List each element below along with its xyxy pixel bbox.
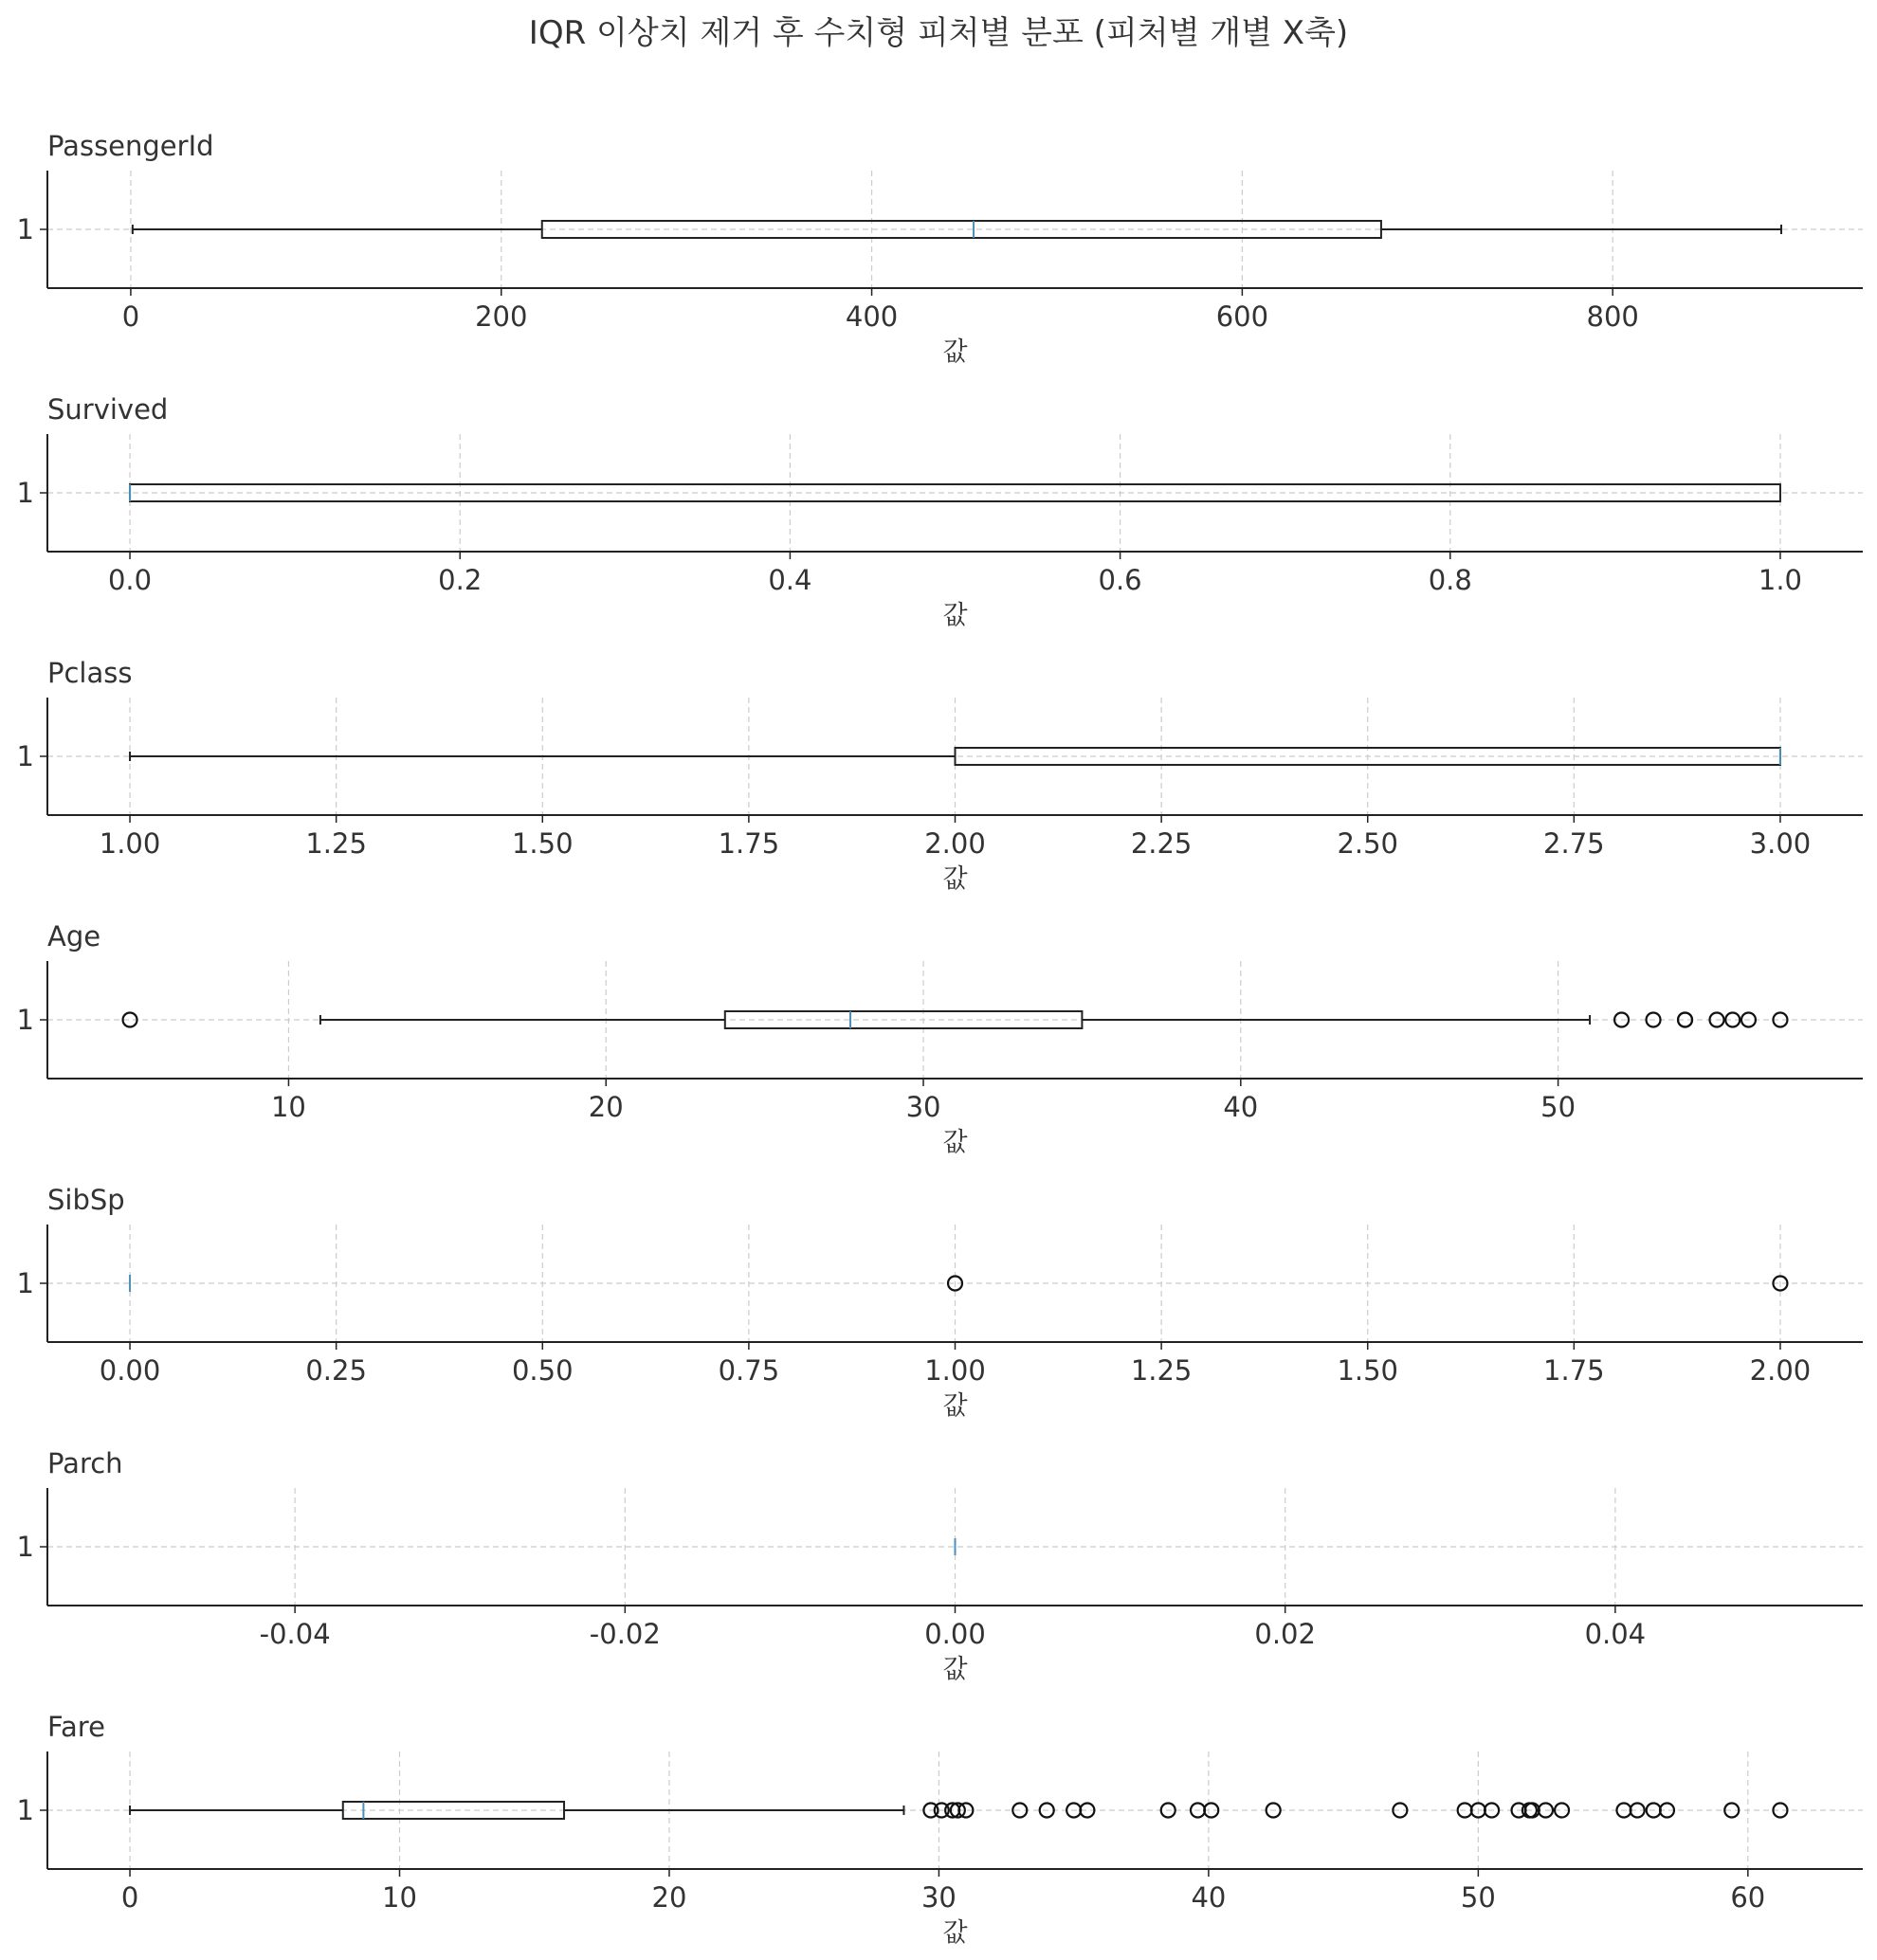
x-tick-label: 3.00 — [1749, 827, 1812, 860]
panel-age — [17, 920, 1863, 1157]
panel-survived — [17, 393, 1863, 630]
x-axis-label: 값 — [942, 601, 968, 630]
y-tick-label: 1 — [16, 213, 34, 245]
panel-pclass — [17, 657, 1863, 894]
y-tick-label: 1 — [16, 1267, 34, 1299]
x-tick-label: 60 — [1730, 1881, 1766, 1914]
panel-title: Pclass — [47, 657, 133, 689]
x-tick-label: 0.0 — [107, 564, 153, 596]
x-axis-label: 값 — [942, 1655, 968, 1684]
panel-title: Fare — [47, 1711, 105, 1743]
x-tick-label: 0.04 — [1584, 1618, 1647, 1650]
x-tick-label: 0.8 — [1428, 564, 1472, 596]
panel-title: Survived — [47, 393, 169, 426]
x-tick-label: 200 — [475, 300, 528, 333]
panel-title: SibSp — [47, 1184, 125, 1216]
x-tick-label: 30 — [905, 1091, 941, 1123]
y-tick-label: 1 — [16, 1004, 34, 1036]
panel-fare — [17, 1711, 1863, 1948]
x-tick-label: 2.50 — [1337, 827, 1399, 860]
x-tick-label: 0.02 — [1254, 1618, 1316, 1650]
x-tick-label: 0.00 — [924, 1618, 986, 1650]
x-axis-label: 값 — [942, 337, 968, 367]
x-tick-label: 50 — [1540, 1091, 1576, 1123]
panel-passengerid — [17, 130, 1863, 367]
y-tick-label: 1 — [16, 1531, 34, 1563]
chart-title: IQR 이상치 제거 후 수치형 피처별 분포 (피처별 개별 X축) — [528, 14, 1349, 52]
y-tick-label: 1 — [16, 740, 34, 772]
x-tick-label: 1.00 — [99, 827, 161, 860]
x-tick-label: 1.25 — [1130, 1354, 1193, 1387]
x-axis-label: 값 — [942, 1918, 968, 1948]
x-tick-label: 0.6 — [1098, 564, 1142, 596]
x-tick-label: 0.25 — [305, 1354, 367, 1387]
x-axis-label: 값 — [942, 1391, 968, 1421]
x-tick-label: 0 — [121, 300, 140, 333]
x-tick-label: -0.04 — [259, 1618, 331, 1650]
iqr-box — [130, 484, 1780, 501]
x-tick-label: 1.00 — [924, 1354, 986, 1387]
x-tick-label: 800 — [1586, 300, 1639, 333]
x-tick-label: 40 — [1191, 1881, 1227, 1914]
x-tick-label: 0 — [120, 1881, 139, 1914]
y-tick-label: 1 — [16, 1794, 34, 1826]
x-tick-label: 1.75 — [1543, 1354, 1605, 1387]
x-tick-label: 0.4 — [768, 564, 812, 596]
x-tick-label: 10 — [382, 1881, 417, 1914]
x-tick-label: 600 — [1215, 300, 1269, 333]
x-tick-label: 2.00 — [924, 827, 986, 860]
x-axis-label: 값 — [942, 1128, 968, 1157]
x-tick-label: 1.50 — [511, 827, 574, 860]
x-tick-label: 40 — [1223, 1091, 1259, 1123]
x-tick-label: 2.25 — [1130, 827, 1193, 860]
x-tick-label: 0.2 — [438, 564, 483, 596]
x-tick-label: 0.75 — [718, 1354, 780, 1387]
x-tick-label: 10 — [270, 1091, 306, 1123]
x-tick-label: 400 — [845, 300, 899, 333]
x-tick-label: 1.75 — [718, 827, 780, 860]
x-tick-label: 0.50 — [511, 1354, 574, 1387]
x-tick-label: -0.02 — [589, 1618, 661, 1650]
x-tick-label: 30 — [920, 1881, 957, 1914]
panel-title: Age — [47, 920, 101, 953]
panel-parch — [17, 1447, 1863, 1684]
x-tick-label: 20 — [588, 1091, 624, 1123]
x-tick-label: 1.50 — [1337, 1354, 1399, 1387]
y-tick-label: 1 — [16, 477, 34, 509]
x-tick-label: 0.00 — [99, 1354, 161, 1387]
x-tick-label: 2.75 — [1543, 827, 1605, 860]
x-axis-label: 값 — [942, 864, 968, 894]
x-tick-label: 1.0 — [1758, 564, 1803, 596]
panel-sibsp — [17, 1184, 1863, 1421]
x-tick-label: 50 — [1460, 1881, 1496, 1914]
x-tick-label: 2.00 — [1749, 1354, 1812, 1387]
panel-title: Parch — [47, 1447, 123, 1479]
x-tick-label: 1.25 — [305, 827, 367, 860]
x-tick-label: 20 — [651, 1881, 687, 1914]
panel-title: PassengerId — [47, 130, 214, 162]
